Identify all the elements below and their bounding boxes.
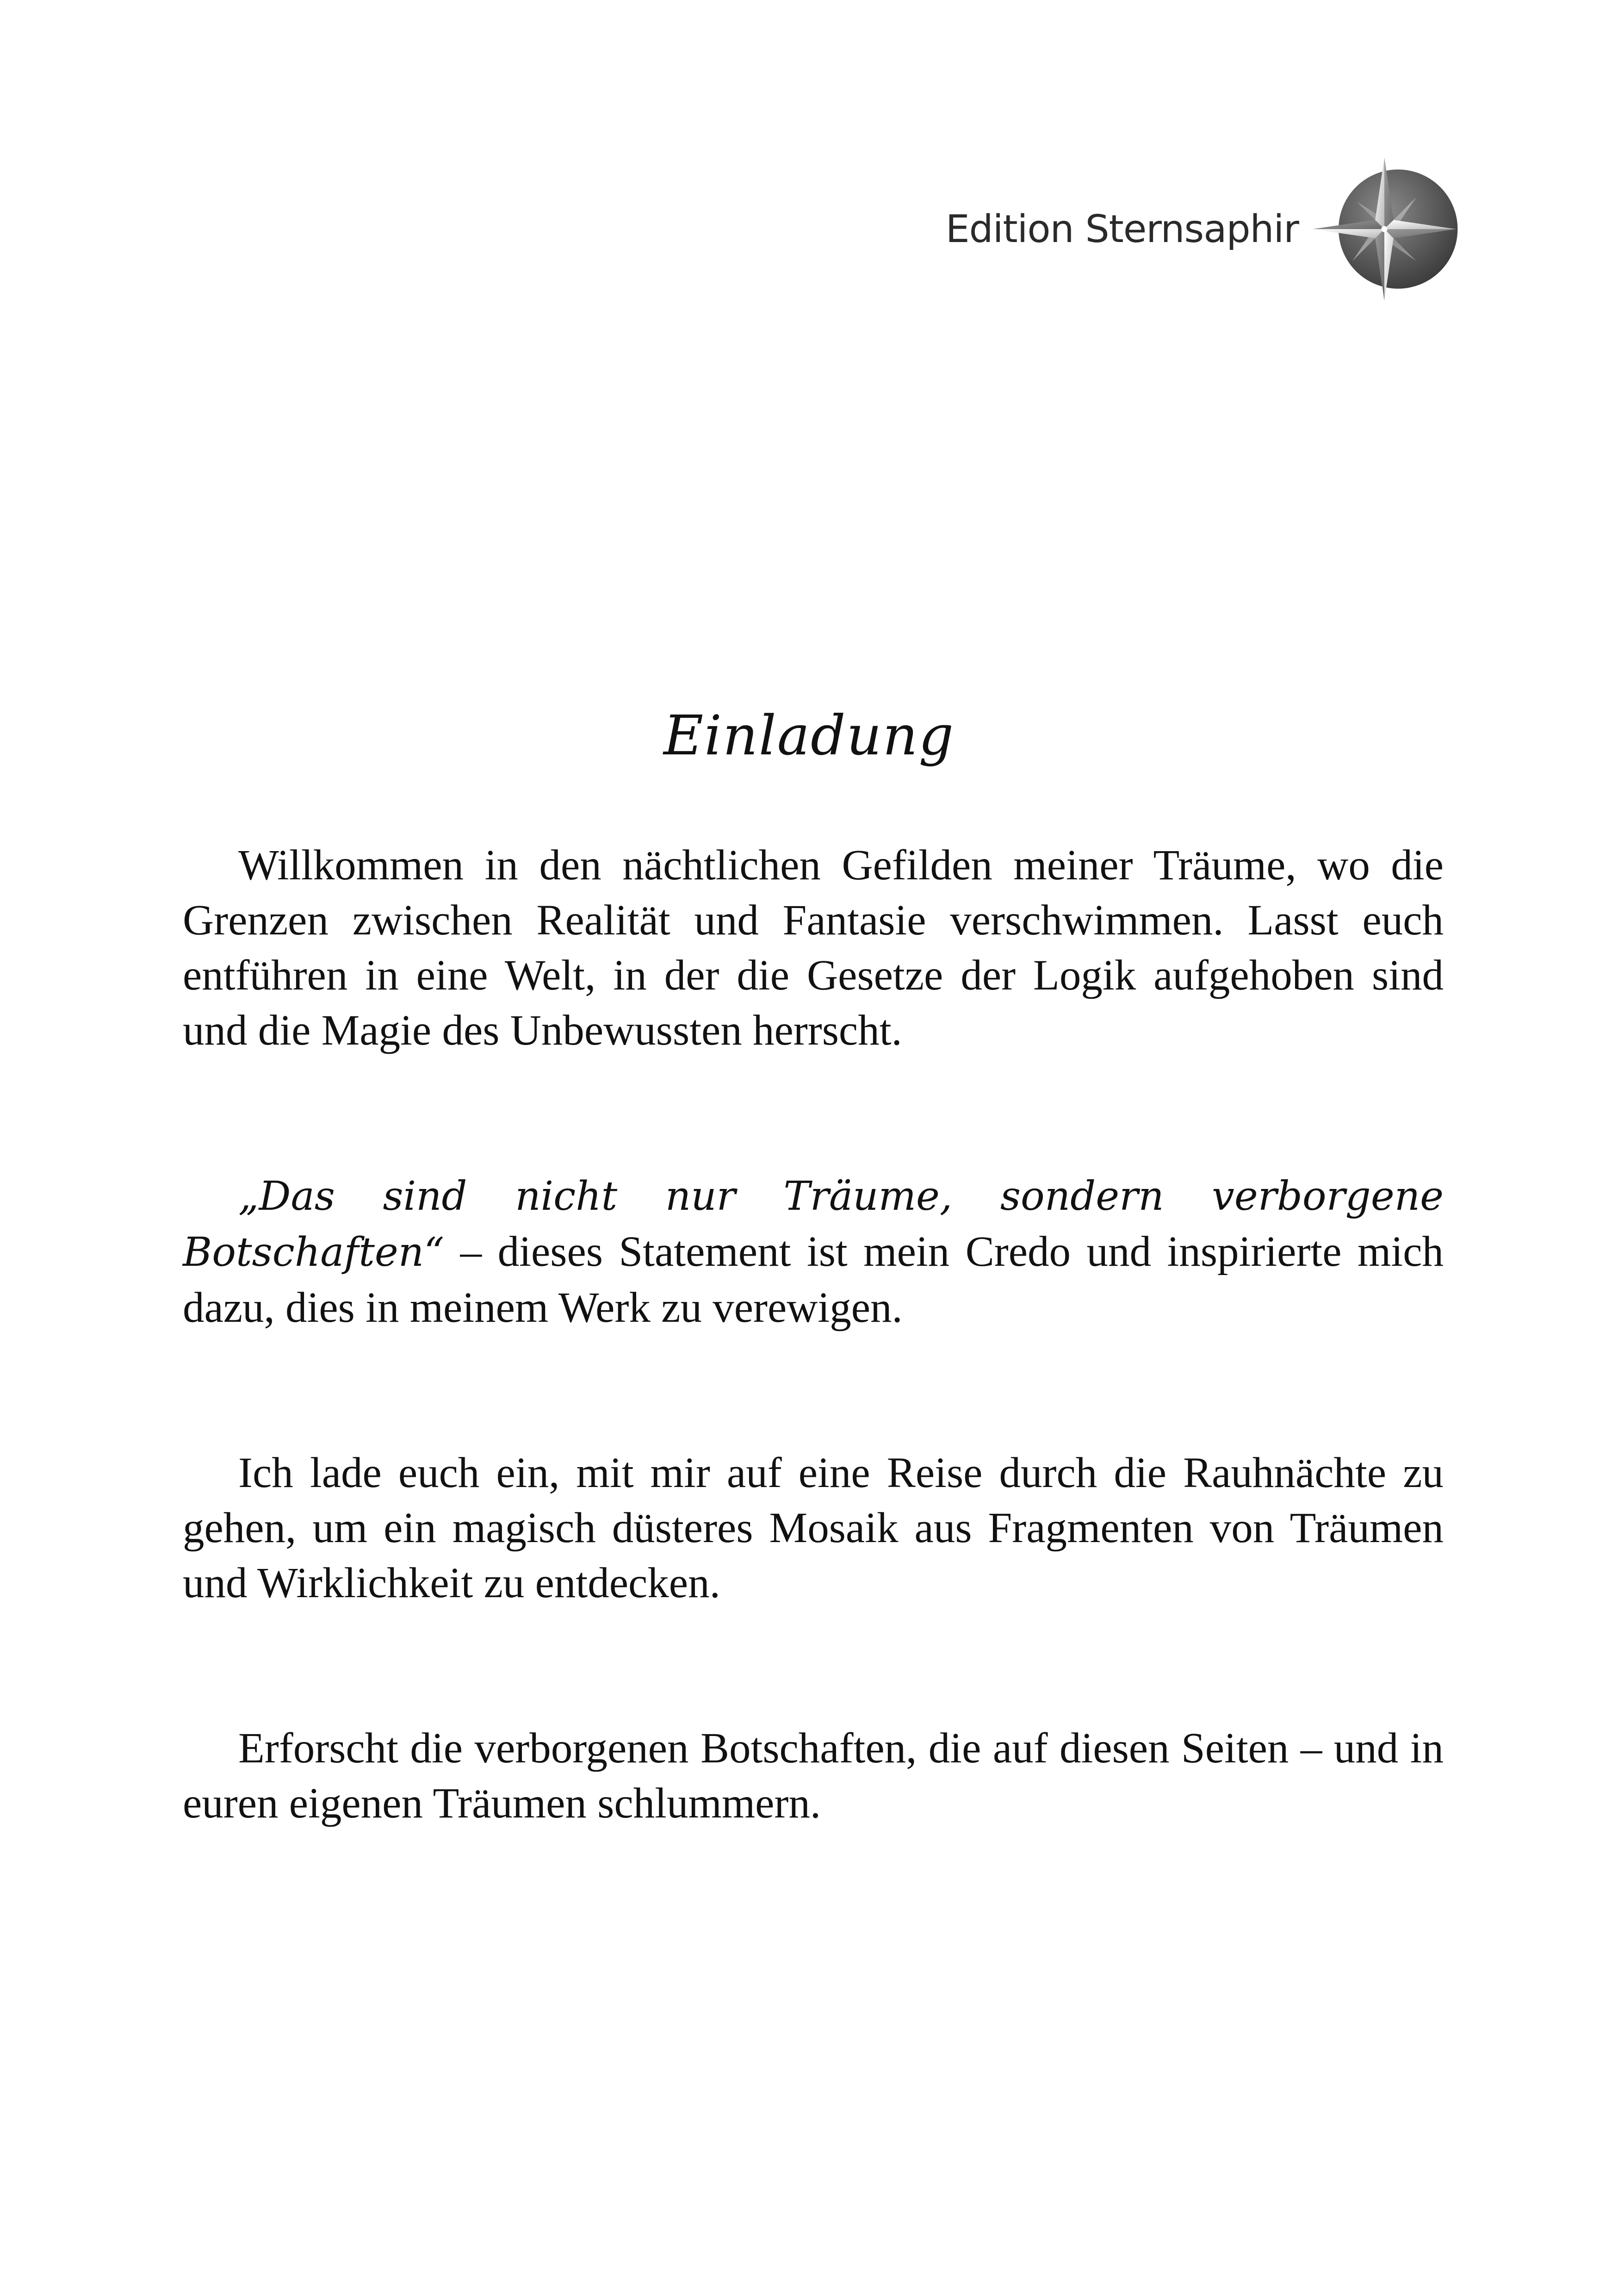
paragraph-2 [183,1168,1444,1335]
compass-star-icon [1308,153,1461,305]
paragraph-2-rest: – dieses Statement ist mein Credo und inspirierte mich dazu, dies in meinem Werk zu verewigen. [183,1228,1444,1332]
paragraph-4: Erforscht die verborgenen Botschaften, die auf diesen Seiten – und in euren eigenen Träumen schlummern. [183,1724,1444,1827]
quote: „Das sind nicht nur Träume, sondern verborgene Botschaften“ [183,1173,1444,1276]
page-title: Einladung [663,703,955,767]
publisher-name: Edition Sternsaphir [945,207,1299,251]
body-text [183,838,1444,1941]
paragraph-3: Ich lade euch ein, mit mir auf eine Reise durch die Rauhnächte zu gehen, um ein magisch düsteres Mosaik aus Fragmenten von Träumen und Wirklichkeit zu entdecken. [183,1449,1444,1607]
paragraph-1: Willkommen in den nächtlichen Gefilden meiner Träume, wo die Grenzen zwischen Realität und Fantasie verschwimmen. Lasst euch entführen in eine Welt, in der die Gesetze der Logik aufgehoben sind und die Magie des Unbewussten herrscht. [183,841,1444,1054]
publisher-logo [946,153,1461,305]
